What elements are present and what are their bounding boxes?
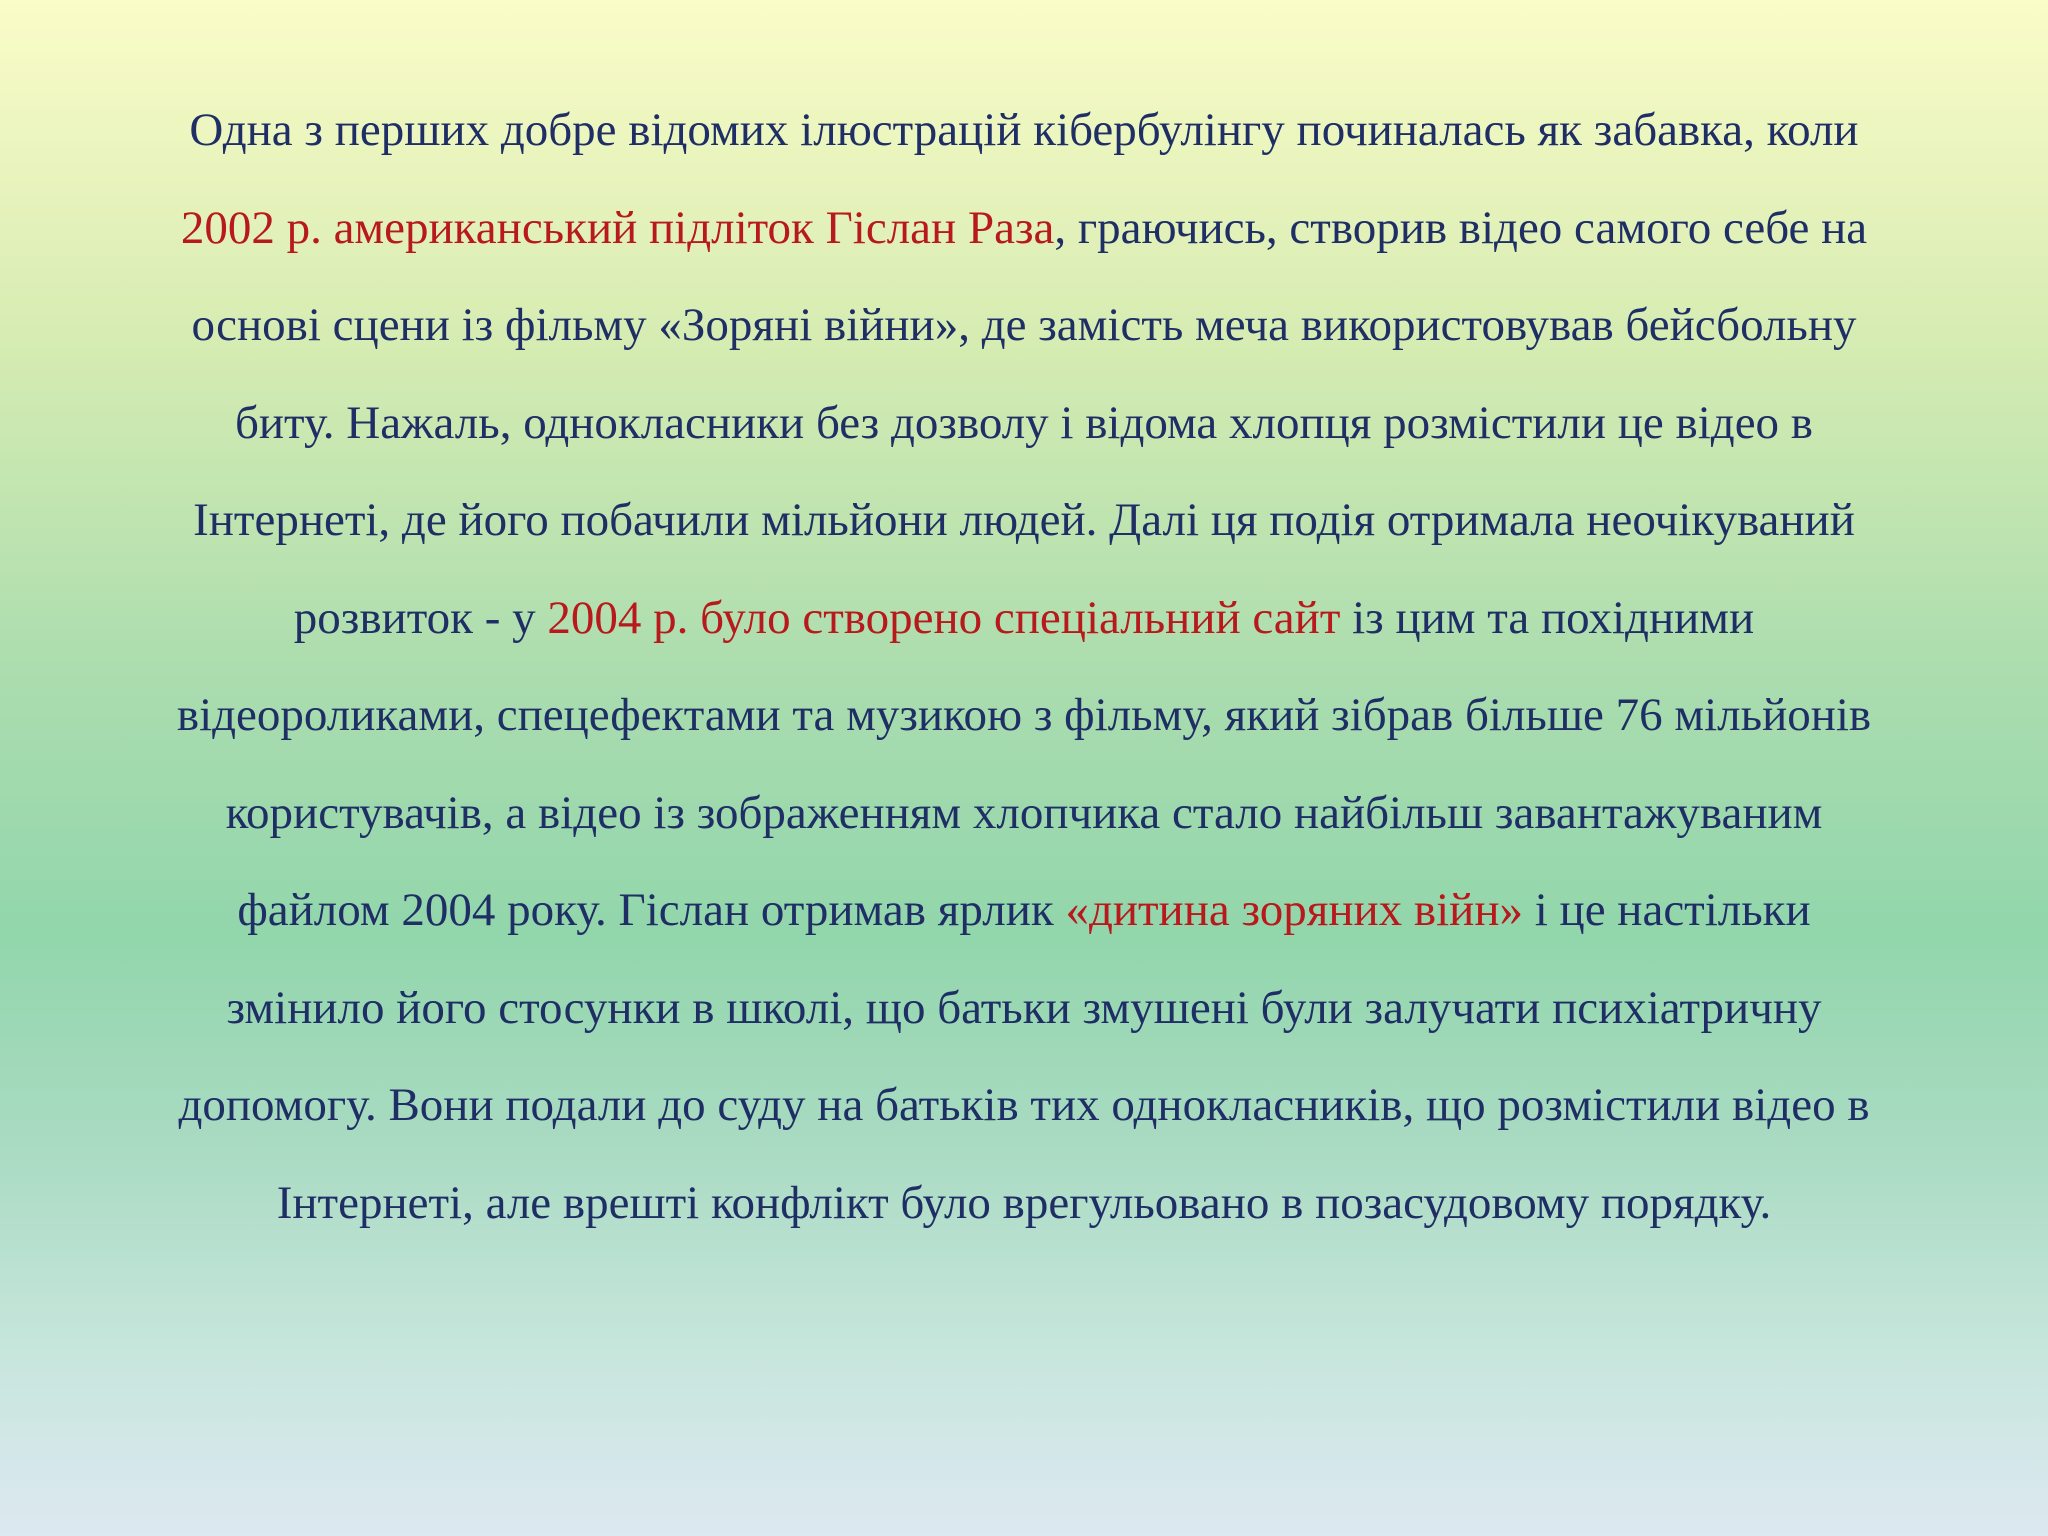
text-line-4 (30, 375, 2018, 473)
text-line-5 (30, 472, 2018, 570)
text-line-10 (30, 960, 2018, 1058)
text-segment: файлом 2004 року. Гіслан отримав ярлик (237, 884, 1066, 936)
text-segment: биту. Нажаль, однокласники без дозволу і відома хлопця розмістили це відео в (234, 396, 1814, 449)
text-segment: Інтернеті, але врешті конфлікт було врегульовано в позасудовому порядку. (276, 1176, 1772, 1229)
text-line-6 (30, 570, 2018, 668)
text-line-12 (30, 1155, 2018, 1253)
text-segment: із цим та похідними (1340, 591, 1755, 644)
text-segment: і це настільки (1522, 884, 1811, 936)
slide-paragraph (30, 82, 2018, 1252)
text-line-3 (30, 277, 2018, 375)
text-segment: Інтернеті, де його побачили мільйони людей. Далі ця подія отримала неочікуваний (193, 494, 1855, 546)
text-segment: змінило його стосунки в школі, що батьки змушені були залучати психіатричну (226, 981, 1822, 1034)
text-line-8 (30, 765, 2018, 863)
text-line-11 (30, 1057, 2018, 1155)
text-segment: допомогу. Вони подали до суду на батьків тих однокласників, що розмістили відео в (178, 1079, 1870, 1131)
highlighted-text: «дитина зоряних війн» (1065, 884, 1523, 936)
text-segment: Одна з перших добре відомих ілюстрацій кібербулінгу починалась як забавка, коли (189, 104, 1859, 156)
text-line-1 (30, 82, 2018, 180)
text-line-7 (30, 667, 2018, 765)
text-segment: користувачів, а відео із зображенням хлопчика стало найбільш завантажуваним (225, 786, 1823, 839)
text-segment: , граючись, створив відео самого себе на (1054, 201, 1868, 254)
text-segment: відеороликами, спецефектами та музикою з фільму, який зібрав більше 76 мільйонів (176, 689, 1872, 741)
highlighted-text: 2004 р. було створено спеціальний сайт (547, 591, 1341, 644)
text-line-2 (30, 180, 2018, 278)
text-line-9 (30, 862, 2018, 960)
highlighted-text: 2002 р. американський підліток Гіслан Раза (180, 201, 1055, 254)
text-segment: розвиток - у (293, 591, 548, 644)
text-segment: основі сцени із фільму «Зоряні війни», де замість меча використовував бейсбольну (191, 299, 1857, 351)
